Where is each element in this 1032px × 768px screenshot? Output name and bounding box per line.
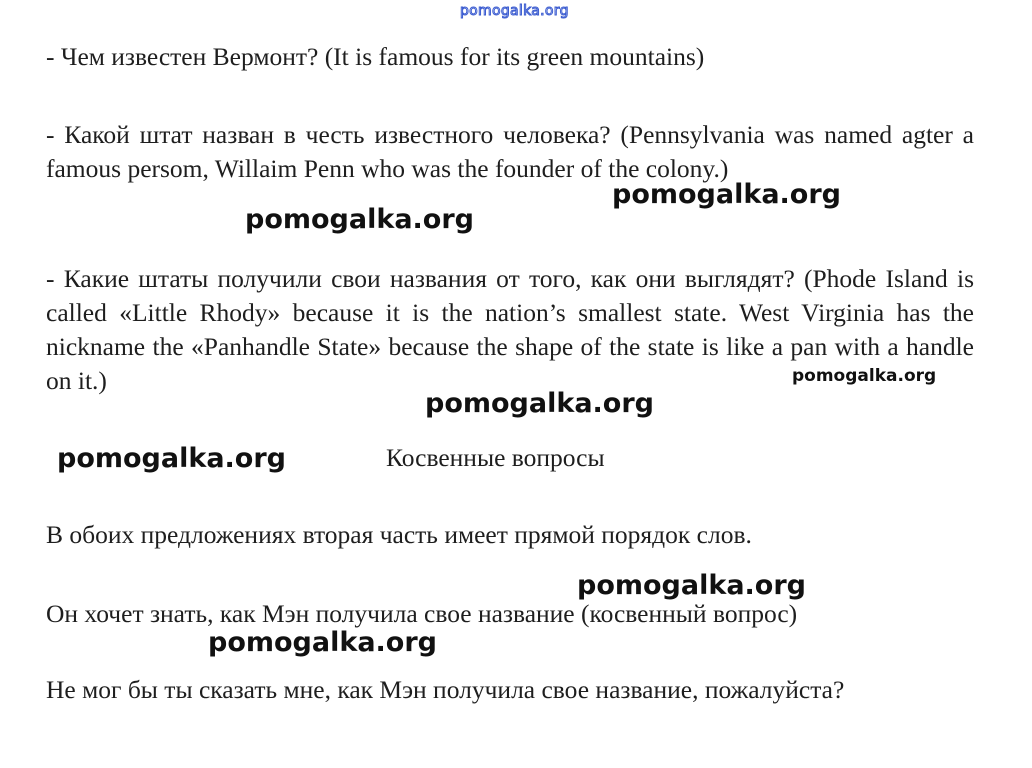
paragraph-pennsylvania: - Какой штат назван в честь известного человека? (Pennsylvania was named agter a famous persom, Willaim Penn who was the founder of the colony.) xyxy=(46,120,974,183)
watermark-5: pomogalka.org xyxy=(57,443,286,474)
paragraph-word-order: В обоих предложениях вторая часть имеет прямой порядок слов. xyxy=(46,520,752,549)
watermark-1: pomogalka.org xyxy=(612,179,841,210)
section-heading: Косвенные вопросы xyxy=(386,443,605,472)
top-watermark: pomogalka.org xyxy=(460,3,569,19)
watermark-4: pomogalka.org xyxy=(425,388,654,419)
watermark-6: pomogalka.org xyxy=(577,570,806,601)
paragraph-polite-question: Не мог бы ты сказать мне, как Мэн получила свое название, пожалуйста? xyxy=(46,675,845,704)
paragraph-indirect-question: Он хочет знать, как Мэн получила свое название (косвенный вопрос) xyxy=(46,599,798,628)
watermark-2: pomogalka.org xyxy=(245,204,474,235)
watermark-7: pomogalka.org xyxy=(208,627,437,658)
paragraph-vermont: - Чем известен Вермонт? (It is famous for its green mountains) xyxy=(46,42,705,71)
watermark-3-small: pomogalka.org xyxy=(792,366,937,386)
paragraph-state-shapes: - Какие штаты получили свои названия от того, как они выглядят? (Phode Island is called «Little Rhody» because it is the nation’s smallest state. West Virginia has the nickname the «Panhandle State» because the shape of the state is like a pan with a handle on it.) xyxy=(46,264,974,395)
